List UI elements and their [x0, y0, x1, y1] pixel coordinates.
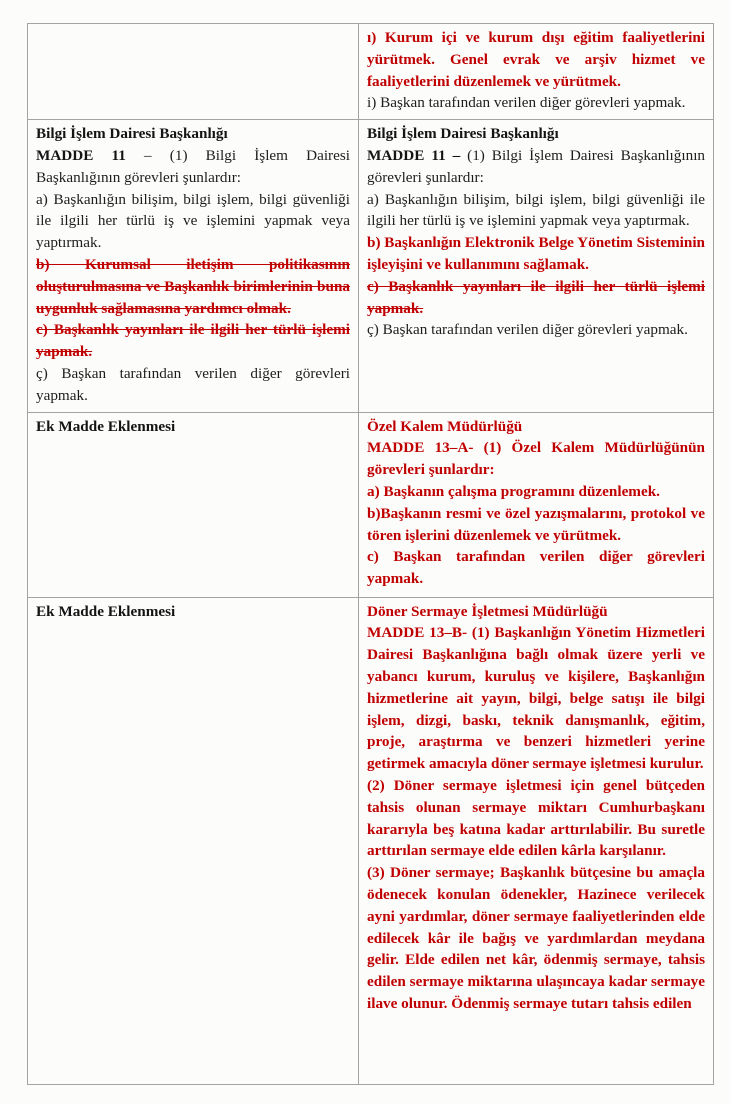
table-row	[28, 598, 714, 1085]
inserted-text: a) Başkanın çalışma programını düzenlemek.	[367, 482, 660, 500]
paragraph	[367, 546, 705, 590]
table-row	[28, 120, 714, 412]
amendment-comparison-table	[27, 23, 714, 1085]
paragraph	[367, 189, 705, 233]
body-text: ç) Başkan tarafından verilen diğer görevleri yapmak.	[36, 364, 350, 404]
inserted-text: ı) Kurum içi ve kurum dışı eğitim faaliyetlerini yürütmek. Genel evrak ve arşiv hizmet ve faaliyetlerini düzenlemek ve yürütmek.	[367, 29, 705, 90]
paragraph	[36, 416, 350, 438]
heading-text: Ek Madde Eklenmesi	[36, 417, 176, 435]
table-row	[28, 413, 714, 598]
heading-text: Bilgi İşlem Dairesi Başkanlığı	[36, 125, 228, 143]
new-text-cell	[359, 24, 714, 120]
body-text: (1) Bilgi İşlem Dairesi Başkanlığının görevleri şunlardır:	[367, 146, 706, 186]
paragraph	[367, 481, 705, 503]
paragraph	[36, 123, 350, 145]
struck-text: c) Başkanlık yayınları ile ilgili her türlü işlemi yapmak.	[367, 277, 705, 317]
paragraph	[367, 416, 705, 438]
inserted-text: b)Başkanın resmi ve özel yazışmalarını, protokol ve tören işlerini düzenlemek ve yürütmek.	[367, 504, 705, 544]
body-text: ç) Başkan tarafından verilen diğer görevleri yapmak.	[367, 321, 688, 339]
paragraph	[367, 775, 705, 862]
paragraph	[367, 276, 705, 320]
inserted-text: Döner Sermaye İşletmesi Müdürlüğü	[367, 602, 608, 620]
paragraph	[367, 622, 705, 775]
paragraph	[367, 232, 705, 276]
paragraph	[367, 27, 705, 92]
table-row	[28, 24, 714, 120]
old-text-cell	[28, 24, 359, 120]
paragraph	[367, 437, 705, 481]
old-text-cell	[28, 120, 359, 412]
inserted-text: MADDE 13–B- (1) Başkanlığın Yönetim Hizmetleri Dairesi Başkanlığına bağlı olmak üzere yerli ve yabancı kurum, kuruluş ve kişilere, Başkanlığın hizmetlerine ait yayın, bilgi, belge satışı ile bilgi işlem, dizgi, baskı, teknik danışmanlık, eğitim, proje, araştırma ve benzeri hizmetleri yerine getirmek amacıyla döner sermaye işletmesi kurulur.	[367, 624, 705, 773]
inserted-text: MADDE 13–A- (1) Özel Kalem Müdürlüğünün görevleri şunlardır:	[367, 439, 705, 479]
inserted-text: (3) Döner sermaye; Başkanlık bütçesine bu amaçla ödenecek konulan ödenekler, Hazinece verilecek ayni yardımlar, döner sermaye faaliyetlerinden elde edilecek kâr ile bağış ve yardımlardan meydana gelir. Elde edilen net kâr, ödenmiş sermaye, tahsis edilen sermaye miktarına ulaşıncaya kadar sermaye ilave olunur. Ödenmiş sermaye tutarı tahsis edilen	[367, 864, 705, 1012]
paragraph	[367, 862, 705, 1015]
body-text: i) Başkan tarafından verilen diğer görevleri yapmak.	[367, 94, 686, 112]
heading-text: MADDE 11	[36, 146, 145, 164]
heading-text: Ek Madde Eklenmesi	[36, 602, 176, 620]
body-text: a) Başkanlığın bilişim, bilgi işlem, bilgi güvenliği ile ilgili her türlü iş ve işlemini yapmak veya yaptırmak.	[367, 190, 705, 230]
heading-text: Bilgi İşlem Dairesi Başkanlığı	[367, 125, 559, 143]
new-text-cell	[359, 413, 714, 598]
inserted-text: c) Başkan tarafından verilen diğer görevleri yapmak.	[367, 548, 705, 588]
paragraph	[36, 254, 350, 319]
heading-text: MADDE 11 –	[367, 146, 468, 164]
paragraph	[367, 123, 705, 145]
struck-text: c) Başkanlık yayınları ile ilgili her türlü işlemi yapmak.	[36, 321, 350, 361]
new-text-cell	[359, 598, 714, 1085]
struck-text: b) Kurumsal iletişim politikasının oluşturulmasına ve Başkanlık birimlerinin buna uygunluk sağlamasına yardımcı olmak.	[36, 255, 350, 317]
old-text-cell	[28, 598, 359, 1085]
paragraph	[367, 319, 705, 341]
inserted-text: (2) Döner sermaye işletmesi için genel bütçeden tahsis olunan sermaye miktarı Cumhurbaşkanı kararıyla beş katına kadar arttırılabilir. Bu suretle arttırılan sermaye elde edilen kârla karşılanır.	[367, 776, 705, 860]
old-text-cell	[28, 413, 359, 598]
paragraph	[36, 189, 350, 254]
paragraph	[367, 503, 705, 547]
new-text-cell	[359, 120, 714, 412]
body-text: – (1) Bilgi İşlem Dairesi Başkanlığının görevleri şunlardır:	[36, 146, 350, 186]
paragraph	[36, 363, 350, 407]
paragraph	[36, 601, 350, 623]
paragraph	[367, 92, 705, 114]
paragraph	[367, 145, 705, 189]
body-text: a) Başkanlığın bilişim, bilgi işlem, bilgi güvenliği ile ilgili her türlü iş ve işlemini yapmak veya yaptırmak.	[36, 190, 350, 252]
paragraph	[367, 601, 705, 623]
inserted-text: Özel Kalem Müdürlüğü	[367, 417, 523, 435]
inserted-text: b) Başkanlığın Elektronik Belge Yönetim Sisteminin işleyişini ve kullanımını sağlamak.	[367, 234, 705, 273]
paragraph	[36, 319, 350, 363]
paragraph	[36, 145, 350, 189]
